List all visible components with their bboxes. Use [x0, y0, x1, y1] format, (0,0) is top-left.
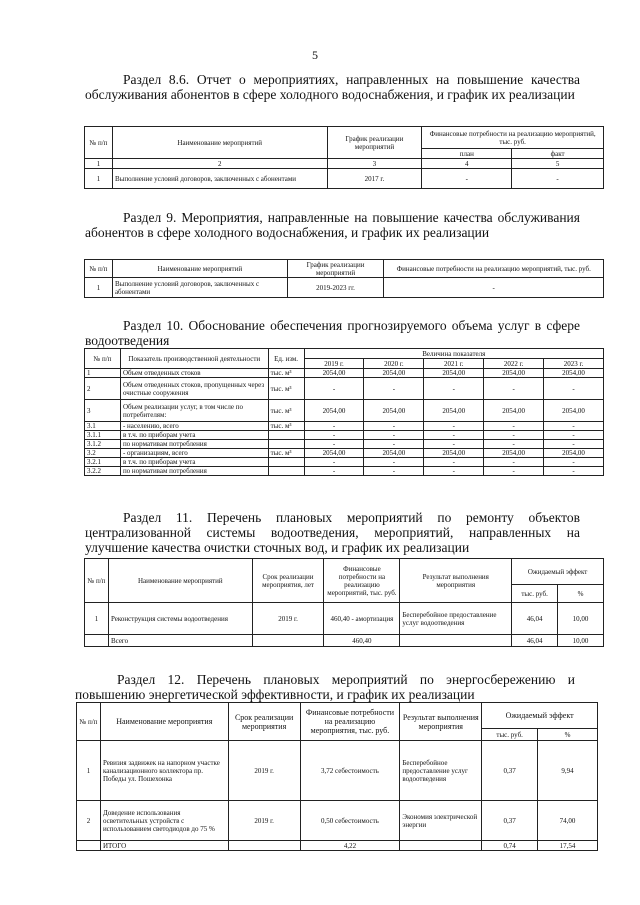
row-value: - [544, 431, 604, 440]
row-value: - [304, 467, 364, 476]
table-row [85, 422, 604, 431]
row-value: - [484, 431, 544, 440]
row-indicator: - населению, всего [120, 422, 268, 431]
header-name: Наименование мероприятий [112, 260, 287, 278]
row-num: 2 [77, 801, 101, 841]
table-row [77, 741, 598, 801]
header-name: Наименование мероприятий [112, 127, 327, 159]
row-value: - [544, 440, 604, 449]
row-value: 2054,00 [484, 400, 544, 422]
row-indicator: по нормативам потребления [120, 440, 268, 449]
section-10-title: Раздел 10. Обоснование обеспечения прогнозируемого объема услуг в сфере водоотведения [85, 318, 580, 348]
header-name: Наименование мероприятий [108, 559, 252, 603]
row-value: 2054,00 [424, 400, 484, 422]
row-value: - [544, 378, 604, 400]
row-name: Ревизия задвижек на напорном участке канализационного коллектора пр. Победы ул. Пошехонка [100, 741, 228, 801]
row-num: 3.2.1 [85, 458, 121, 467]
header-rub: тыс. руб. [482, 729, 538, 741]
row-value: - [304, 458, 364, 467]
header-year: 2022 г. [484, 359, 544, 369]
row-unit [268, 440, 304, 449]
row-value: 2054,00 [304, 400, 364, 422]
header-finance: Финансовые потребности на реализацию мероприятий, тыс. руб. [384, 260, 604, 278]
row-value: 2054,00 [424, 449, 484, 458]
header-year: 2020 г. [364, 359, 424, 369]
row-unit: тыс. м³ [268, 378, 304, 400]
row-value: - [364, 458, 424, 467]
total-rub: 46,04 [512, 635, 558, 647]
row-indicator: - организациям, всего [120, 449, 268, 458]
section-11-title: Раздел 11. Перечень плановых мероприятий по ремонту объектов централизованной системы водоотведения, мероприятий, направленных на улучшение качества очистки сточных вод, и график их реализации [85, 510, 580, 555]
section-8-6-table [84, 126, 604, 189]
row-finance: 0,50 себестоимость [300, 801, 400, 841]
row-pct: 9,94 [538, 741, 598, 801]
row-value: 2054,00 [364, 400, 424, 422]
section-8-6-title: Раздел 8.6. Отчет о мероприятиях, направленных на повышение качества обслуживания абонентов в сфере холодного водоснабжения, и график их реализации [85, 72, 580, 102]
row-rub: 0,37 [482, 741, 538, 801]
row-value: - [544, 422, 604, 431]
header-year: 2023 г. [544, 359, 604, 369]
row-value: - [364, 422, 424, 431]
row-value: - [304, 378, 364, 400]
section-10-table [84, 348, 604, 476]
header-num: № п/п [85, 260, 113, 278]
row-num: 1 [85, 369, 121, 378]
header-term: Срок реализации мероприятия [228, 703, 300, 741]
page-number: 5 [312, 48, 318, 62]
row-term: 2019 г. [252, 603, 324, 635]
row-num: 1 [77, 741, 101, 801]
row-value: 2054,00 [544, 369, 604, 378]
header-pct: % [558, 585, 604, 603]
header-indicator: Показатель производственной деятельности [120, 349, 268, 369]
row-finance: - [384, 278, 604, 298]
row-plan: - [422, 169, 512, 189]
section-9-table [84, 259, 604, 298]
header-finance: Финансовые потребности на реализацию мероприятия, тыс. руб. [300, 703, 400, 741]
row-value: - [304, 422, 364, 431]
row-unit: тыс. м³ [268, 422, 304, 431]
row-value: - [364, 431, 424, 440]
section-12-title: Раздел 12. Перечень плановых мероприятий по энергосбережению и повышению энергетической эффективности, и график их реализации [75, 672, 575, 702]
row-value: 2054,00 [304, 449, 364, 458]
row-schedule: 2017 г. [327, 169, 422, 189]
row-unit: тыс. м³ [268, 400, 304, 422]
row-indicator: в т.ч. по приборам учета [120, 431, 268, 440]
col-number: 3 [327, 159, 422, 169]
header-rub: тыс. руб. [512, 585, 558, 603]
row-unit [268, 458, 304, 467]
row-num: 3.2.2 [85, 467, 121, 476]
row-value: - [364, 467, 424, 476]
row-value: 2054,00 [364, 369, 424, 378]
row-num: 3 [85, 400, 121, 422]
col-number: 5 [512, 159, 604, 169]
header-plan: план [422, 149, 512, 159]
table-row [85, 369, 604, 378]
table-row [85, 467, 604, 476]
table-row [85, 440, 604, 449]
row-pct: 74,00 [538, 801, 598, 841]
row-num: 3.2 [85, 449, 121, 458]
row-value: - [364, 378, 424, 400]
header-schedule: График реализации мероприятий [287, 260, 384, 278]
row-indicator: по нормативам потребления [120, 467, 268, 476]
row-value: - [424, 458, 484, 467]
header-year: 2021 г. [424, 359, 484, 369]
row-result: Бесперебойное предоставление услуг водоотведения [400, 741, 482, 801]
col-number: 1 [85, 159, 113, 169]
row-term: 2019 г. [228, 801, 300, 841]
row-value: - [424, 431, 484, 440]
table-row [85, 431, 604, 440]
row-name: Выполнение условий договоров, заключенных с абонентами [112, 169, 327, 189]
row-value: - [424, 467, 484, 476]
header-num: № п/п [77, 703, 101, 741]
row-value: - [544, 458, 604, 467]
row-indicator: Объем отведенных стоков [120, 369, 268, 378]
row-value: - [424, 422, 484, 431]
header-schedule: График реализации мероприятий [327, 127, 422, 159]
row-value: - [484, 440, 544, 449]
header-year: 2019 г. [304, 359, 364, 369]
header-effect: Ожидаемый эффект [482, 703, 598, 729]
row-num: 1 [85, 169, 113, 189]
header-finance: Финансовые потребности на реализацию мероприятий, тыс. руб. [324, 559, 400, 603]
header-finance: Финансовые потребности на реализацию мероприятий, тыс. руб. [422, 127, 604, 149]
row-unit [268, 467, 304, 476]
row-num: 3.1.2 [85, 440, 121, 449]
row-fact: - [512, 169, 604, 189]
row-num: 2 [85, 378, 121, 400]
row-value: 2054,00 [484, 449, 544, 458]
header-effect: Ожидаемый эффект [512, 559, 604, 585]
row-value: 2054,00 [424, 369, 484, 378]
row-value: - [424, 440, 484, 449]
row-value: 2054,00 [364, 449, 424, 458]
table-row [85, 458, 604, 467]
total-pct: 10,00 [558, 635, 604, 647]
row-indicator: в т.ч. по приборам учета [120, 458, 268, 467]
header-num: № п/п [85, 127, 113, 159]
total-finance: 4,22 [300, 841, 400, 851]
header-value: Величина показателя [304, 349, 603, 359]
total-pct: 17,54 [538, 841, 598, 851]
row-result: Экономия электрической энергии [400, 801, 482, 841]
row-num: 1 [85, 603, 109, 635]
row-value: 2054,00 [544, 449, 604, 458]
table-row [85, 400, 604, 422]
row-num: 3.1 [85, 422, 121, 431]
row-result: Бесперебойное предоставление услуг водоотведения [400, 603, 512, 635]
table-row [85, 378, 604, 400]
row-name: Реконструкция системы водоотведения [108, 603, 252, 635]
section-9-title: Раздел 9. Мероприятия, направленные на повышение качества обслуживания абонентов в сфере холодного водоснабжения, и график их реализации [85, 210, 580, 240]
header-result: Результат выполнения мероприятия [400, 703, 482, 741]
total-rub: 0,74 [482, 841, 538, 851]
table-row [85, 449, 604, 458]
row-value: - [304, 440, 364, 449]
row-rub: 0,37 [482, 801, 538, 841]
row-value: - [364, 440, 424, 449]
header-result: Результат выполнения мероприятия [400, 559, 512, 603]
row-finance: 460,40 - амортизация [324, 603, 400, 635]
section-11-table [84, 558, 604, 647]
total-label: ИТОГО [100, 841, 228, 851]
row-finance: 3,72 себестоимость [300, 741, 400, 801]
row-value: - [484, 378, 544, 400]
row-num: 3.1.1 [85, 431, 121, 440]
col-number: 4 [422, 159, 512, 169]
total-finance: 460,40 [324, 635, 400, 647]
table-row [77, 801, 598, 841]
row-indicator: Объем отведенных стоков, пропущенных через очистные сооружения [120, 378, 268, 400]
row-value: - [544, 467, 604, 476]
row-name: Выполнение условий договоров, заключенных с абонентами [112, 278, 287, 298]
row-unit [268, 431, 304, 440]
row-rub: 46,04 [512, 603, 558, 635]
row-value: - [484, 422, 544, 431]
header-fact: факт [512, 149, 604, 159]
col-number: 2 [112, 159, 327, 169]
row-value: - [484, 458, 544, 467]
row-value: - [424, 378, 484, 400]
row-num: 1 [85, 278, 113, 298]
row-unit: тыс. м³ [268, 449, 304, 458]
row-value: - [304, 431, 364, 440]
row-schedule: 2019-2023 гг. [287, 278, 384, 298]
header-unit: Ед. изм. [268, 349, 304, 369]
row-value: 2054,00 [304, 369, 364, 378]
row-term: 2019 г. [228, 741, 300, 801]
header-term: Срок реализации мероприятия, лет [252, 559, 324, 603]
row-value: - [484, 467, 544, 476]
section-12-table [76, 702, 598, 851]
row-unit: тыс. м³ [268, 369, 304, 378]
row-value: 2054,00 [484, 369, 544, 378]
total-label: Всего [108, 635, 252, 647]
row-name: Доведение использования осветительных устройств с использованием светодиодов до 75 % [100, 801, 228, 841]
header-name: Наименование мероприятия [100, 703, 228, 741]
row-value: 2054,00 [544, 400, 604, 422]
header-pct: % [538, 729, 598, 741]
header-num: № п/п [85, 349, 121, 369]
header-num: № п/п [85, 559, 109, 603]
row-indicator: Объем реализации услуг, в том числе по потребителям: [120, 400, 268, 422]
row-pct: 10,00 [558, 603, 604, 635]
